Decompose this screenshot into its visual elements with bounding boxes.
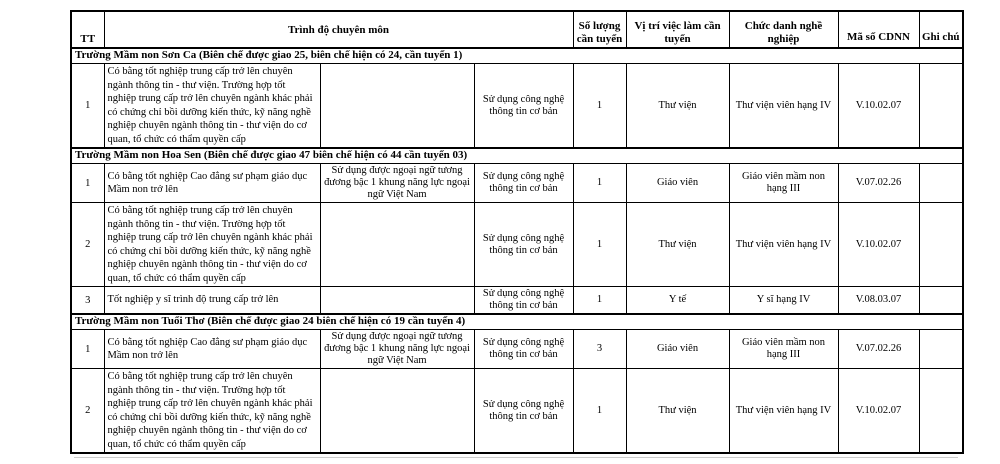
column-header-position-line2: tuyển	[664, 33, 691, 45]
cell-position: Y tế	[626, 287, 729, 315]
section-title: Trường Mầm non Hoa Sen (Biên chế được giao 47 biên chế hiện có 44 cần tuyển 03)	[71, 148, 963, 164]
cell-tt: 2	[71, 203, 104, 287]
cell-code: V.10.02.07	[838, 64, 919, 149]
document-page	[0, 10, 1000, 464]
table-row	[71, 369, 963, 454]
cell-foreign-language: Sử dụng được ngoại ngữ tương đương bậc 1 khung năng lực ngoại ngữ Việt Nam	[320, 330, 474, 369]
cell-job-title: Thư viện viên hạng IV	[729, 203, 838, 287]
table-row	[71, 287, 963, 315]
cell-quantity: 1	[573, 64, 626, 149]
cell-quantity: 1	[573, 203, 626, 287]
cell-job-title: Thư viện viên hạng IV	[729, 369, 838, 454]
cell-note	[919, 164, 963, 203]
section-row	[71, 314, 963, 330]
table-row	[71, 64, 963, 149]
column-header-position	[626, 11, 729, 48]
cell-job-title: Giáo viên mầm non hạng III	[729, 164, 838, 203]
cell-it-skill: Sử dụng công nghệ thông tin cơ bản	[474, 203, 573, 287]
cell-qualification-text: Có bằng tốt nghiệp trung cấp trở lên chuyên ngành thông tin - thư viện. Trường hợp tốt nghiệp trung cấp trở lên chuyên ngành khác phải có chứng chỉ bồi dưỡng kiến thức, kỹ năng nghề nghiệp chuyên ngành thông tin - thư viện do cơ quan, tổ chức có thẩm quyền cấp	[104, 203, 320, 287]
section-title: Trường Mầm non Sơn Ca (Biên chế được giao 25, biên chế hiện có 24, cần tuyển 1)	[71, 48, 963, 64]
cell-note	[919, 203, 963, 287]
column-header-job-title-line1: Chức danh nghề	[744, 20, 823, 32]
cell-qualification-text: Có bằng tốt nghiệp Cao đẳng sư phạm giáo dục Mầm non trở lên	[104, 330, 320, 369]
page-shadow-line	[74, 457, 958, 458]
cell-foreign-language	[320, 369, 474, 454]
cell-code: V.07.02.26	[838, 330, 919, 369]
cell-quantity: 1	[573, 287, 626, 315]
cell-tt: 1	[71, 164, 104, 203]
column-header-qualification: Trình độ chuyên môn	[104, 11, 573, 48]
cell-qualification-text: Có bằng tốt nghiệp trung cấp trở lên chuyên ngành thông tin - thư viện. Trường hợp tốt nghiệp trung cấp trở lên chuyên ngành khác phải có chứng chỉ bồi dưỡng kiến thức, kỹ năng nghề nghiệp chuyên ngành thông tin - thư viện do cơ quan, tổ chức có thẩm quyền cấp	[104, 369, 320, 454]
cell-it-skill: Sử dụng công nghệ thông tin cơ bản	[474, 164, 573, 203]
column-header-position-line1: Vị trí việc làm cần	[634, 20, 721, 32]
cell-tt: 2	[71, 369, 104, 454]
table-row	[71, 330, 963, 369]
cell-it-skill: Sử dụng công nghệ thông tin cơ bản	[474, 369, 573, 454]
recruitment-table	[70, 10, 964, 454]
section-row	[71, 48, 963, 64]
column-header-quantity	[573, 11, 626, 48]
column-header-job-title-line2: nghiệp	[767, 33, 800, 45]
column-header-quantity-line2: cần tuyển	[576, 33, 623, 45]
cell-foreign-language	[320, 64, 474, 149]
cell-qualification-text: Có bằng tốt nghiệp Cao đẳng sư phạm giáo dục Mầm non trở lên	[104, 164, 320, 203]
cell-tt: 1	[71, 330, 104, 369]
cell-position: Thư viện	[626, 369, 729, 454]
cell-quantity: 1	[573, 164, 626, 203]
cell-quantity: 1	[573, 369, 626, 454]
cell-note	[919, 369, 963, 454]
cell-foreign-language	[320, 203, 474, 287]
table-body	[71, 48, 963, 453]
cell-code: V.10.02.07	[838, 369, 919, 454]
cell-note	[919, 287, 963, 315]
cell-tt: 3	[71, 287, 104, 315]
cell-quantity: 3	[573, 330, 626, 369]
cell-job-title: Y sĩ hạng IV	[729, 287, 838, 315]
column-header-code: Mã số CDNN	[838, 11, 919, 48]
cell-foreign-language: Sử dụng được ngoại ngữ tương đương bậc 1 khung năng lực ngoại ngữ Việt Nam	[320, 164, 474, 203]
table-row	[71, 164, 963, 203]
cell-position: Thư viện	[626, 64, 729, 149]
cell-note	[919, 330, 963, 369]
column-header-note: Ghi chú	[919, 11, 963, 48]
cell-position: Giáo viên	[626, 330, 729, 369]
cell-position: Giáo viên	[626, 164, 729, 203]
column-header-job-title	[729, 11, 838, 48]
cell-it-skill: Sử dụng công nghệ thông tin cơ bản	[474, 287, 573, 315]
cell-job-title: Thư viện viên hạng IV	[729, 64, 838, 149]
cell-qualification-text: Có bằng tốt nghiệp trung cấp trở lên chuyên ngành thông tin - thư viện. Trường hợp tốt nghiệp trung cấp trở lên chuyên ngành khác phải có chứng chỉ bồi dưỡng kiến thức, kỹ năng nghề nghiệp chuyên ngành thông tin - thư viện do cơ quan, tổ chức có thẩm quyền cấp	[104, 64, 320, 149]
cell-code: V.10.02.07	[838, 203, 919, 287]
cell-tt: 1	[71, 64, 104, 149]
section-title: Trường Mầm non Tuổi Thơ (Biên chế được giao 24 biên chế hiện có 19 cần tuyển 4)	[71, 314, 963, 330]
cell-job-title: Giáo viên mầm non hạng III	[729, 330, 838, 369]
table-row	[71, 203, 963, 287]
cell-code: V.07.02.26	[838, 164, 919, 203]
cell-it-skill: Sử dụng công nghệ thông tin cơ bản	[474, 330, 573, 369]
cell-foreign-language	[320, 287, 474, 315]
cell-it-skill: Sử dụng công nghệ thông tin cơ bản	[474, 64, 573, 149]
column-header-tt: TT	[71, 11, 104, 48]
header-row	[71, 11, 963, 48]
section-row	[71, 148, 963, 164]
column-header-quantity-line1: Số lượng	[578, 20, 621, 32]
cell-position: Thư viện	[626, 203, 729, 287]
cell-qualification-text: Tốt nghiệp y sĩ trình độ trung cấp trở lên	[104, 287, 320, 315]
cell-note	[919, 64, 963, 149]
cell-code: V.08.03.07	[838, 287, 919, 315]
